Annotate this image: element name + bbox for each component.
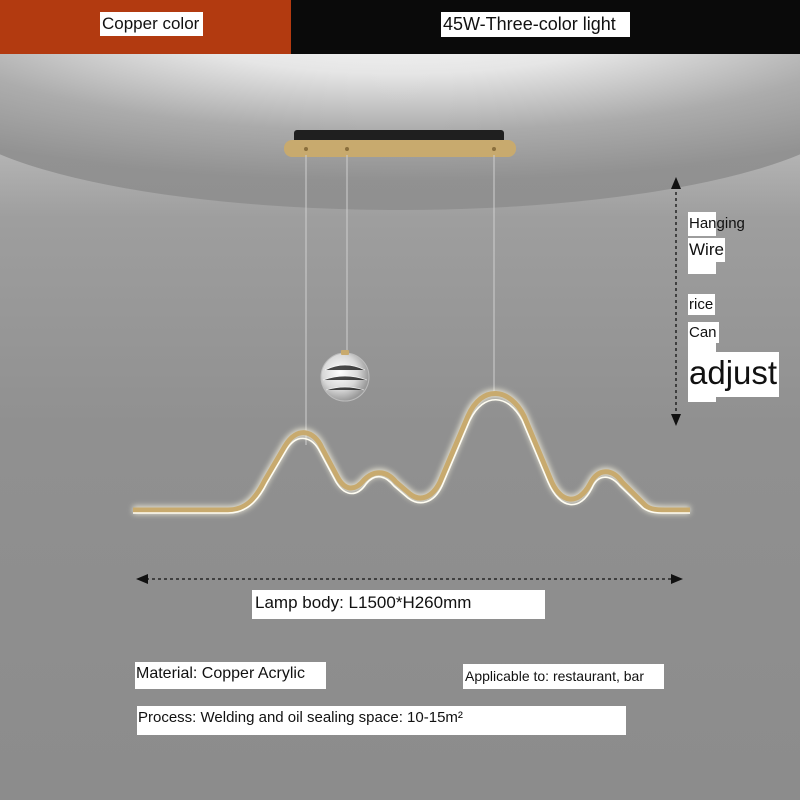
canopy-plate <box>284 140 516 157</box>
wire-note-line1: Hanging <box>689 215 745 232</box>
applicable-label: Applicable to: restaurant, bar <box>463 664 664 689</box>
material-label: Material: Copper Acrylic <box>135 662 326 689</box>
wire-note-line2: Wire <box>688 238 725 262</box>
light-spec-label: 45W-Three-color light <box>441 12 630 37</box>
wire-note-line4: Can <box>689 324 717 341</box>
process-label: Process: Welding and oil sealing space: 10-15m² <box>137 706 626 735</box>
wire-note-line5: adjust <box>688 352 779 397</box>
lamp-body-dimension-label: Lamp body: L1500*H260mm <box>252 590 545 619</box>
copper-color-label: Copper color <box>100 12 203 36</box>
wire-note-line3: rice <box>689 296 714 313</box>
